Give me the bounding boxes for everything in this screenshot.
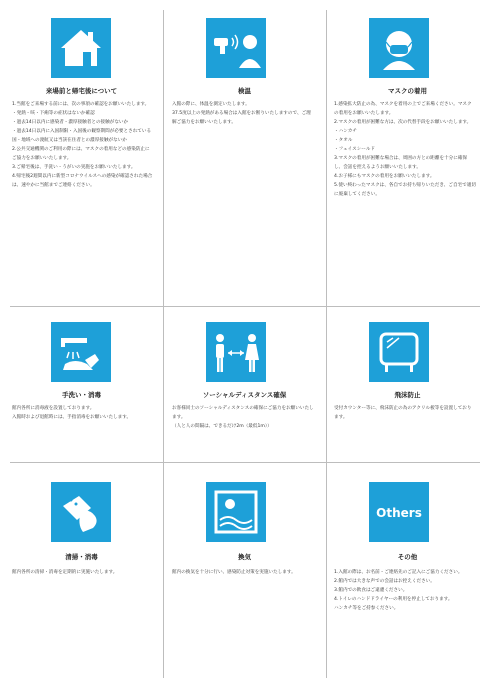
section-droplet [326,306,489,462]
section-title: 清掃・消毒 [65,553,98,561]
others-icon-label: Others [376,506,422,520]
section-title: 飛沫防止 [394,391,421,399]
section-body: 館内各所に消毒液を設置しております。 入館時および退館時には、手指消毒をお願いいたします。 [12,406,132,420]
section-arrival [0,0,163,306]
section-distance [163,306,326,462]
section-body: お客様同士のソーシャルディスタンスの確保にご協力をお願いいたします。 （人と人の間隔は、できるだけ2m（最低1m）） [172,406,314,429]
section-title: 検温 [238,87,251,95]
section-body: 入館の際に、体温を測定いたします。 37.5度以上の発熱がある場合は入館をお断りいたしますので、ご理解ご協力をお願いいたします。 [172,102,311,125]
thermometer-icon [206,18,266,78]
section-body: 1.感染拡大防止の為、マスクを着用の上でご来場ください。マスクの着用をお願いいたします。 2.マスクの着用が困難な方は、次の代替手段をお願いいたします。 ・ハンカチ ・タオル ・フェイスシールド 3.マスクの着用が困難な場合は、周囲の方との距離を十分に確保し、会話を控えるようお願いいたします。 4.お子様にもマスクの着用をお願いいたします。 5.使い終わったマスクは、各自でお持ち帰りいただき、ご自宅で適切に廃棄してください。 [334,102,476,197]
section-title: 換気 [238,553,251,561]
section-body: 1.入館の際は、お名前・ご連絡先のご記入にご協力ください。 2.館内では大きな声での会話はお控えください。 3.館内での飲食はご遠慮ください。 4.トイレのハンドドライヤーの利用を停止しております。 ハンカチ等をご持参ください。 [334,570,463,611]
section-title: ソーシャルディスタンス確保 [202,391,287,399]
section-title: その他 [397,553,418,561]
section-title: 来場前と帰宅後について [45,87,118,95]
section-handwash [0,306,163,462]
cleaning-icon [51,482,111,542]
section-body: 1.当館をご来場する前には、次の事項の確認をお願いいたします。 ・発熱・咳・下痢等の症状はないか確認 ・過去14日以内に感染者・濃厚接触者との接触がないか ・過去14日以内に入国制限・入国後の観察期間が必要とされている国・地域への渡航又は当該在住者との濃厚接触がないか 2.公共交通機関のご利用の際には、マスクの着用などの感染防止にご協力をお願いいたします。 3.ご帰宅後は、手洗い・うがいの実施をお願いいたします。 4.帰宅後2週間以内に新型コロナウイルスへの感染が確認された場合は、速やかに当館までご連絡ください。 [12,102,153,188]
section-temperature [163,0,326,306]
section-title: マスクの着用 [388,87,427,95]
partition-icon [369,322,429,382]
section-body: 受付カウンター等に、飛沫防止の為のアクリル板等を設置しております。 [334,406,472,420]
handwash-icon [51,322,111,382]
section-body: 館内各所の清掃・消毒を定期的に実施いたします。 [12,570,118,575]
distance-icon [206,322,266,382]
section-others [326,462,489,688]
section-title: 手洗い・消毒 [62,391,101,399]
house-icon [51,18,111,78]
section-cleaning [0,462,163,688]
others-icon [369,482,429,542]
section-body: 館内の換気を十分に行い、感染防止対策を実施いたします。 [172,570,296,575]
section-ventilation [163,462,326,688]
section-mask [326,0,489,306]
ventilation-icon [206,482,266,542]
mask-icon [369,18,429,78]
